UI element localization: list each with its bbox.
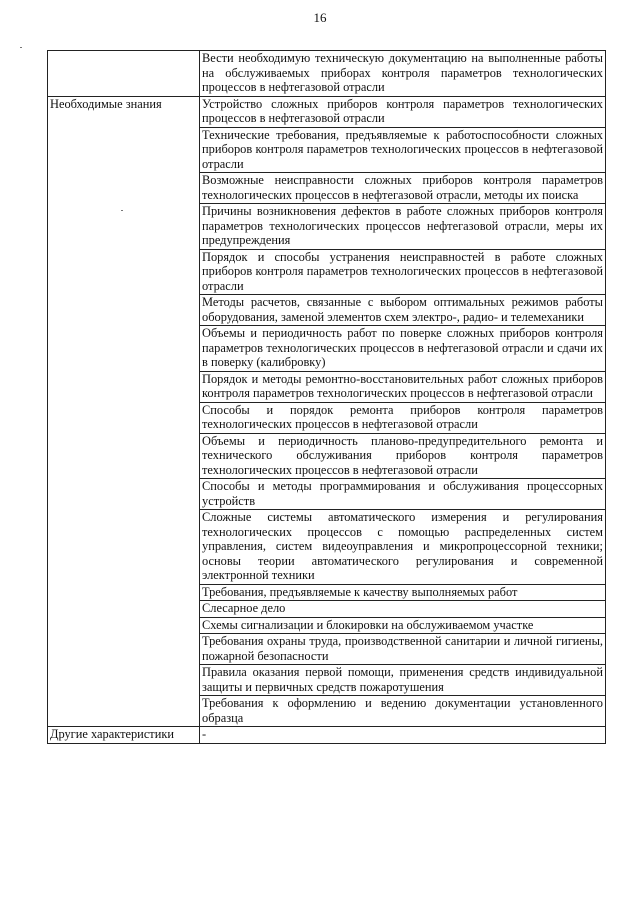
table-row: [48, 727, 606, 744]
scan-speck: [20, 47, 22, 48]
requirement-item: Требования охраны труда, производственной санитарии и личной гигиены, пожарной безопасности: [200, 634, 606, 665]
requirement-item: Объемы и периодичность планово-предупредительного ремонта и технического обслуживания приборов контроля параметров технологических процессов в нефтегазовой отрасли: [200, 433, 606, 479]
requirement-item: Методы расчетов, связанные с выбором оптимальных режимов работы оборудования, заменой элементов схем электро-, радио- и телемеханики: [200, 295, 606, 326]
requirement-item: Объемы и периодичность работ по поверке сложных приборов контроля параметров технологических процессов в нефтегазовой отрасли и сдачи их в поверку (калибровку): [200, 326, 606, 372]
table-row: [48, 51, 606, 97]
requirement-item: Возможные неисправности сложных приборов контроля параметров технологических процессов в нефтегазовой отрасли, методы их поиска: [200, 173, 606, 204]
table-body: [48, 51, 606, 744]
requirement-item: Слесарное дело: [200, 601, 606, 618]
row-label: Другие характеристики: [48, 727, 200, 744]
requirement-item: Технические требования, предъявляемые к работоспособности сложных приборов контроля параметров технологических процессов в нефтегазовой отрасли: [200, 127, 606, 173]
requirement-item: Способы и методы программирования и обслуживания процессорных устройств: [200, 479, 606, 510]
qualification-table: [47, 50, 606, 744]
requirement-item: Причины возникновения дефектов в работе сложных приборов контроля параметров технологических процессов нефтегазовой отрасли, меры их предупреждения: [200, 204, 606, 250]
row-label: [48, 51, 200, 97]
row-label: Необходимые знания: [48, 96, 200, 727]
requirement-item: Порядок и методы ремонтно-восстановительных работ сложных приборов контроля параметров технологических процессов в нефтегазовой отрасли: [200, 371, 606, 402]
requirement-item: Способы и порядок ремонта приборов контроля параметров технологических процессов в нефтегазовой отрасли: [200, 402, 606, 433]
requirement-item: Сложные системы автоматического измерения и регулирования технологических процессов с помощью распределенных систем управления, систем видеоуправления и микропроцессорной техники; основы теории автоматического регулирования и современной электронной техники: [200, 510, 606, 585]
scan-speck: [121, 210, 123, 211]
table-row: [48, 96, 606, 127]
requirement-item: Порядок и способы устранения неисправностей в работе сложных приборов контроля параметров технологических процессов в нефтегазовой отрасли: [200, 249, 606, 295]
page-number: 16: [313, 10, 327, 25]
requirement-item: -: [200, 727, 606, 744]
requirement-item: Вести необходимую техническую документацию на выполненные работы на обслуживаемых приборах контроля параметров технологических процессов в нефтегазовой отрасли: [200, 51, 606, 97]
requirement-item: Схемы сигнализации и блокировки на обслуживаемом участке: [200, 617, 606, 634]
requirement-item: Устройство сложных приборов контроля параметров технологических процессов в нефтегазовой отрасли: [200, 96, 606, 127]
requirement-item: Требования, предъявляемые к качеству выполняемых работ: [200, 584, 606, 601]
requirement-item: Правила оказания первой помощи, применения средств индивидуальной защиты и первичных средств пожаротушения: [200, 665, 606, 696]
requirement-item: Требования к оформлению и ведению документации установленного образца: [200, 696, 606, 727]
